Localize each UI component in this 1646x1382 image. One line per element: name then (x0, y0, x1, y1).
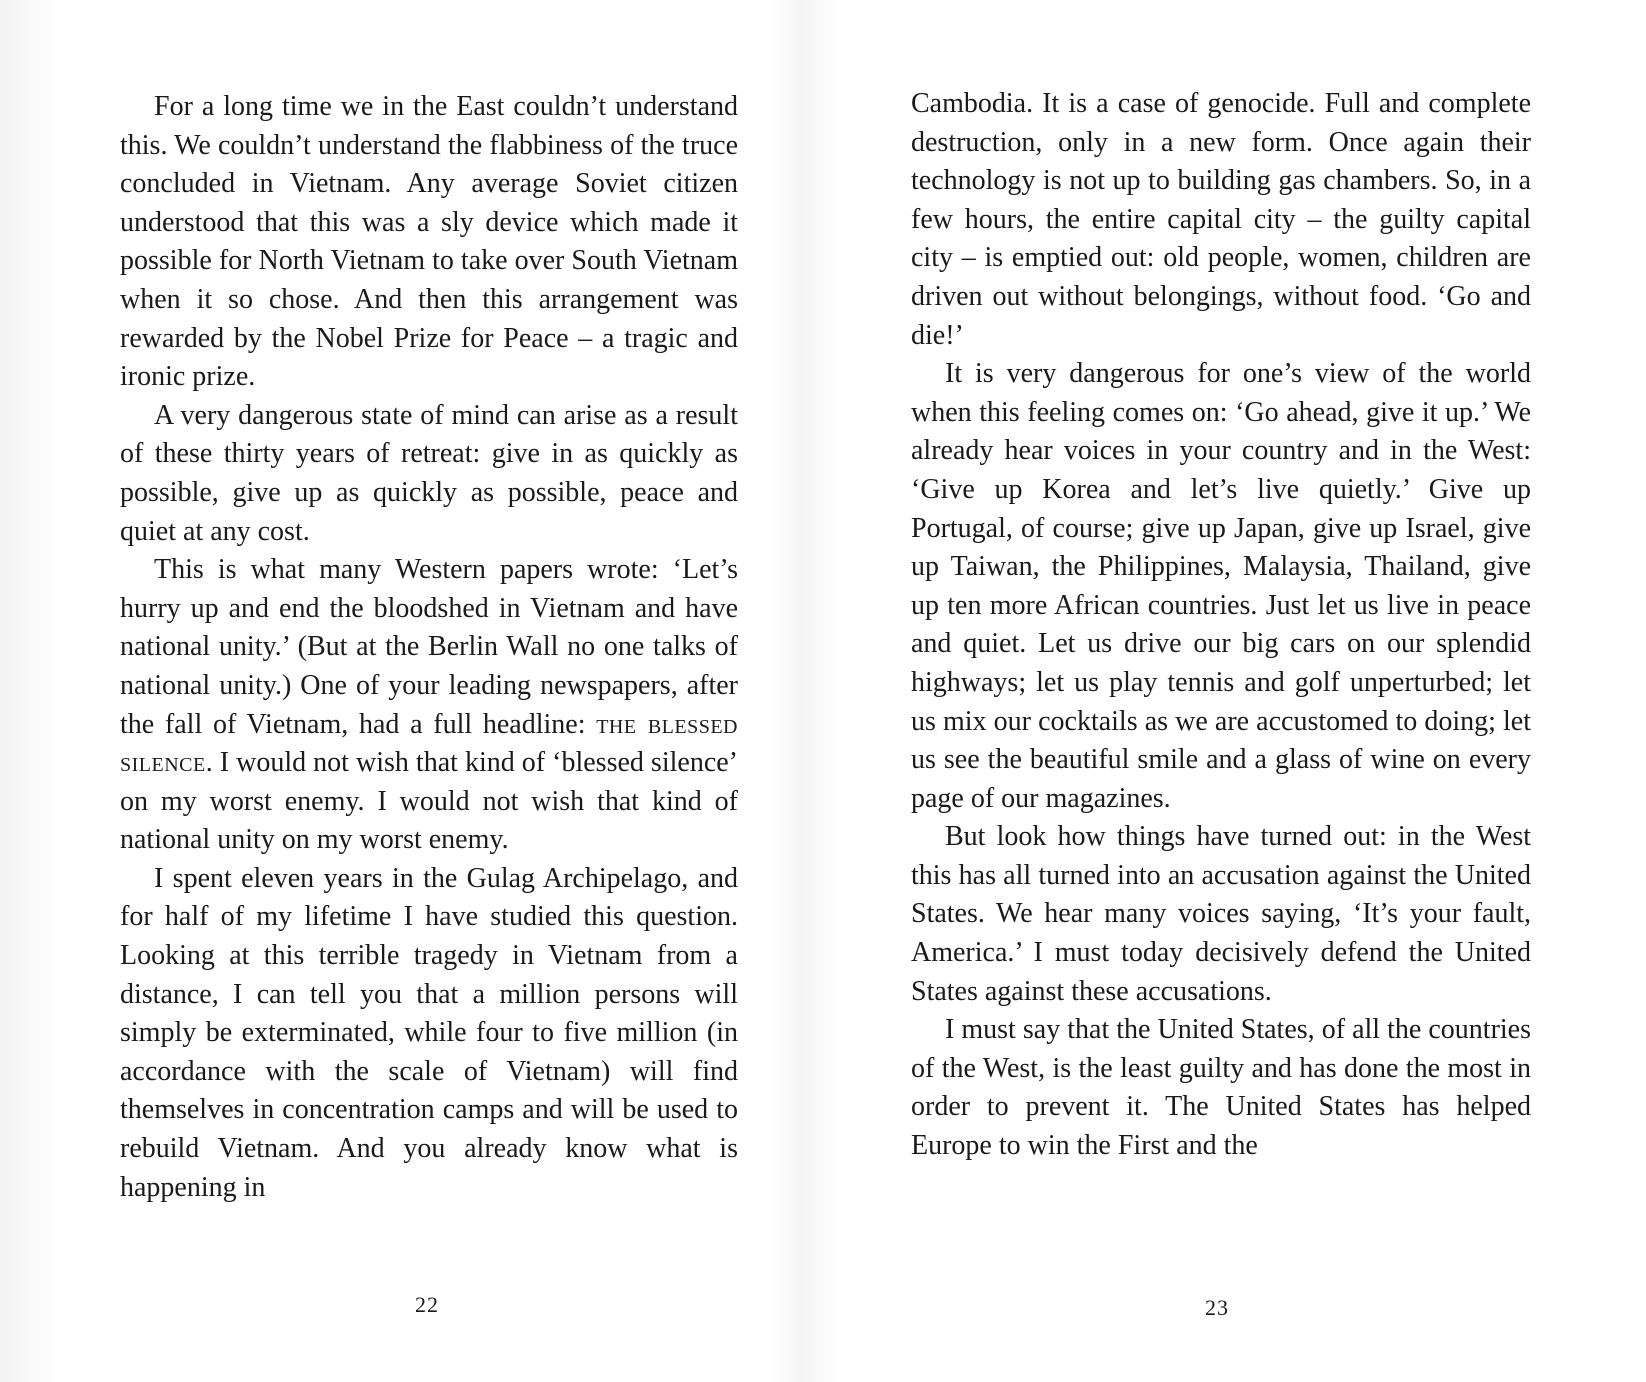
paragraph (911, 818, 1531, 1011)
text-run: A very dangerous state of mind can arise as a result of these thirty years of retreat: give in as quickly as possible, give up as quickly as possible, peace and quiet at any cost. (120, 399, 738, 547)
headline-small-caps: the blessed silence (120, 708, 738, 779)
text-run: Cambodia. It is a case of genocide. Full and complete destruction, only in a new form. Once again their technology is not up to building gas chambers. So, in a few hours, the entire capital city – the guilty capital city – is emptied out: old people, women, children are driven out without belongings, without food. ‘Go and die!’ (911, 88, 1531, 351)
paragraph (120, 551, 738, 860)
text-run: . I would not wish that kind of ‘blessed silence’ on my worst enemy. I would not wish that kind of national unity on my worst enemy. (120, 747, 738, 856)
text-run: It is very dangerous for one’s view of the world when this feeling comes on: ‘Go ahead, give it up.’ We already hear voices in your country and in the West: ‘Give up Korea and let’s live quietly.’ Give up Portugal, of course; give up Japan, give up Israel, give up Taiwan, the Philippines, Malaysia, Thailand, give up ten more African countries. Just let us live in peace and quiet. Let us drive our big cars on our splendid highways; let us play tennis and golf unperturbed; let us mix our cocktails as we are accustomed to doing; let us see the beautiful smile and a glass of wine on every page of our magazines. (911, 358, 1531, 814)
page-number: 22 (415, 1292, 439, 1317)
paragraph (911, 1011, 1531, 1165)
right-page-text (911, 85, 1531, 1166)
page-number: 23 (1205, 1295, 1229, 1320)
paragraph (120, 397, 738, 551)
text-run: For a long time we in the East couldn’t understand this. We couldn’t understand the flabbiness of the truce concluded in Vietnam. Any average Soviet citizen understood that this was a sly device which made it possible for North Vietnam to take over South Vietnam when it so chose. And then this arrangement was rewarded by the Nobel Prize for Peace – a tragic and ironic prize. (120, 91, 738, 393)
paragraph (120, 88, 738, 397)
paragraph (911, 355, 1531, 818)
right-page (800, 0, 1646, 1382)
text-run: I must say that the United States, of all the countries of the West, is the least guilty and has done the most in order to prevent it. The United States has helped Europe to win the First and the (911, 1014, 1531, 1162)
left-page (0, 0, 800, 1382)
text-run: This is what many Western papers wrote: ‘Let’s hurry up and end the bloodshed in Vietnam and have national unity.’ (But at the Berlin Wall no one talks of national unity.) One of your leading newspapers, after the fall of Vietnam, had a full headline: (120, 554, 738, 740)
text-run: But look how things have turned out: in the West this has all turned into an accusation against the United States. We hear many voices saying, ‘It’s your fault, America.’ I must today decisively defend the United States against these accusations. (911, 821, 1531, 1007)
paragraph-continuation (911, 85, 1531, 355)
paragraph (120, 860, 738, 1207)
left-page-text (120, 88, 738, 1207)
text-run: I spent eleven years in the Gulag Archipelago, and for half of my lifetime I have studied this question. Looking at this terrible tragedy in Vietnam from a distance, I can tell you that a million persons will simply be exterminated, while four to five million (in accordance with the scale of Vietnam) will find themselves in concentration camps and will be used to rebuild Vietnam. And you already know what is happening in (120, 862, 738, 1203)
